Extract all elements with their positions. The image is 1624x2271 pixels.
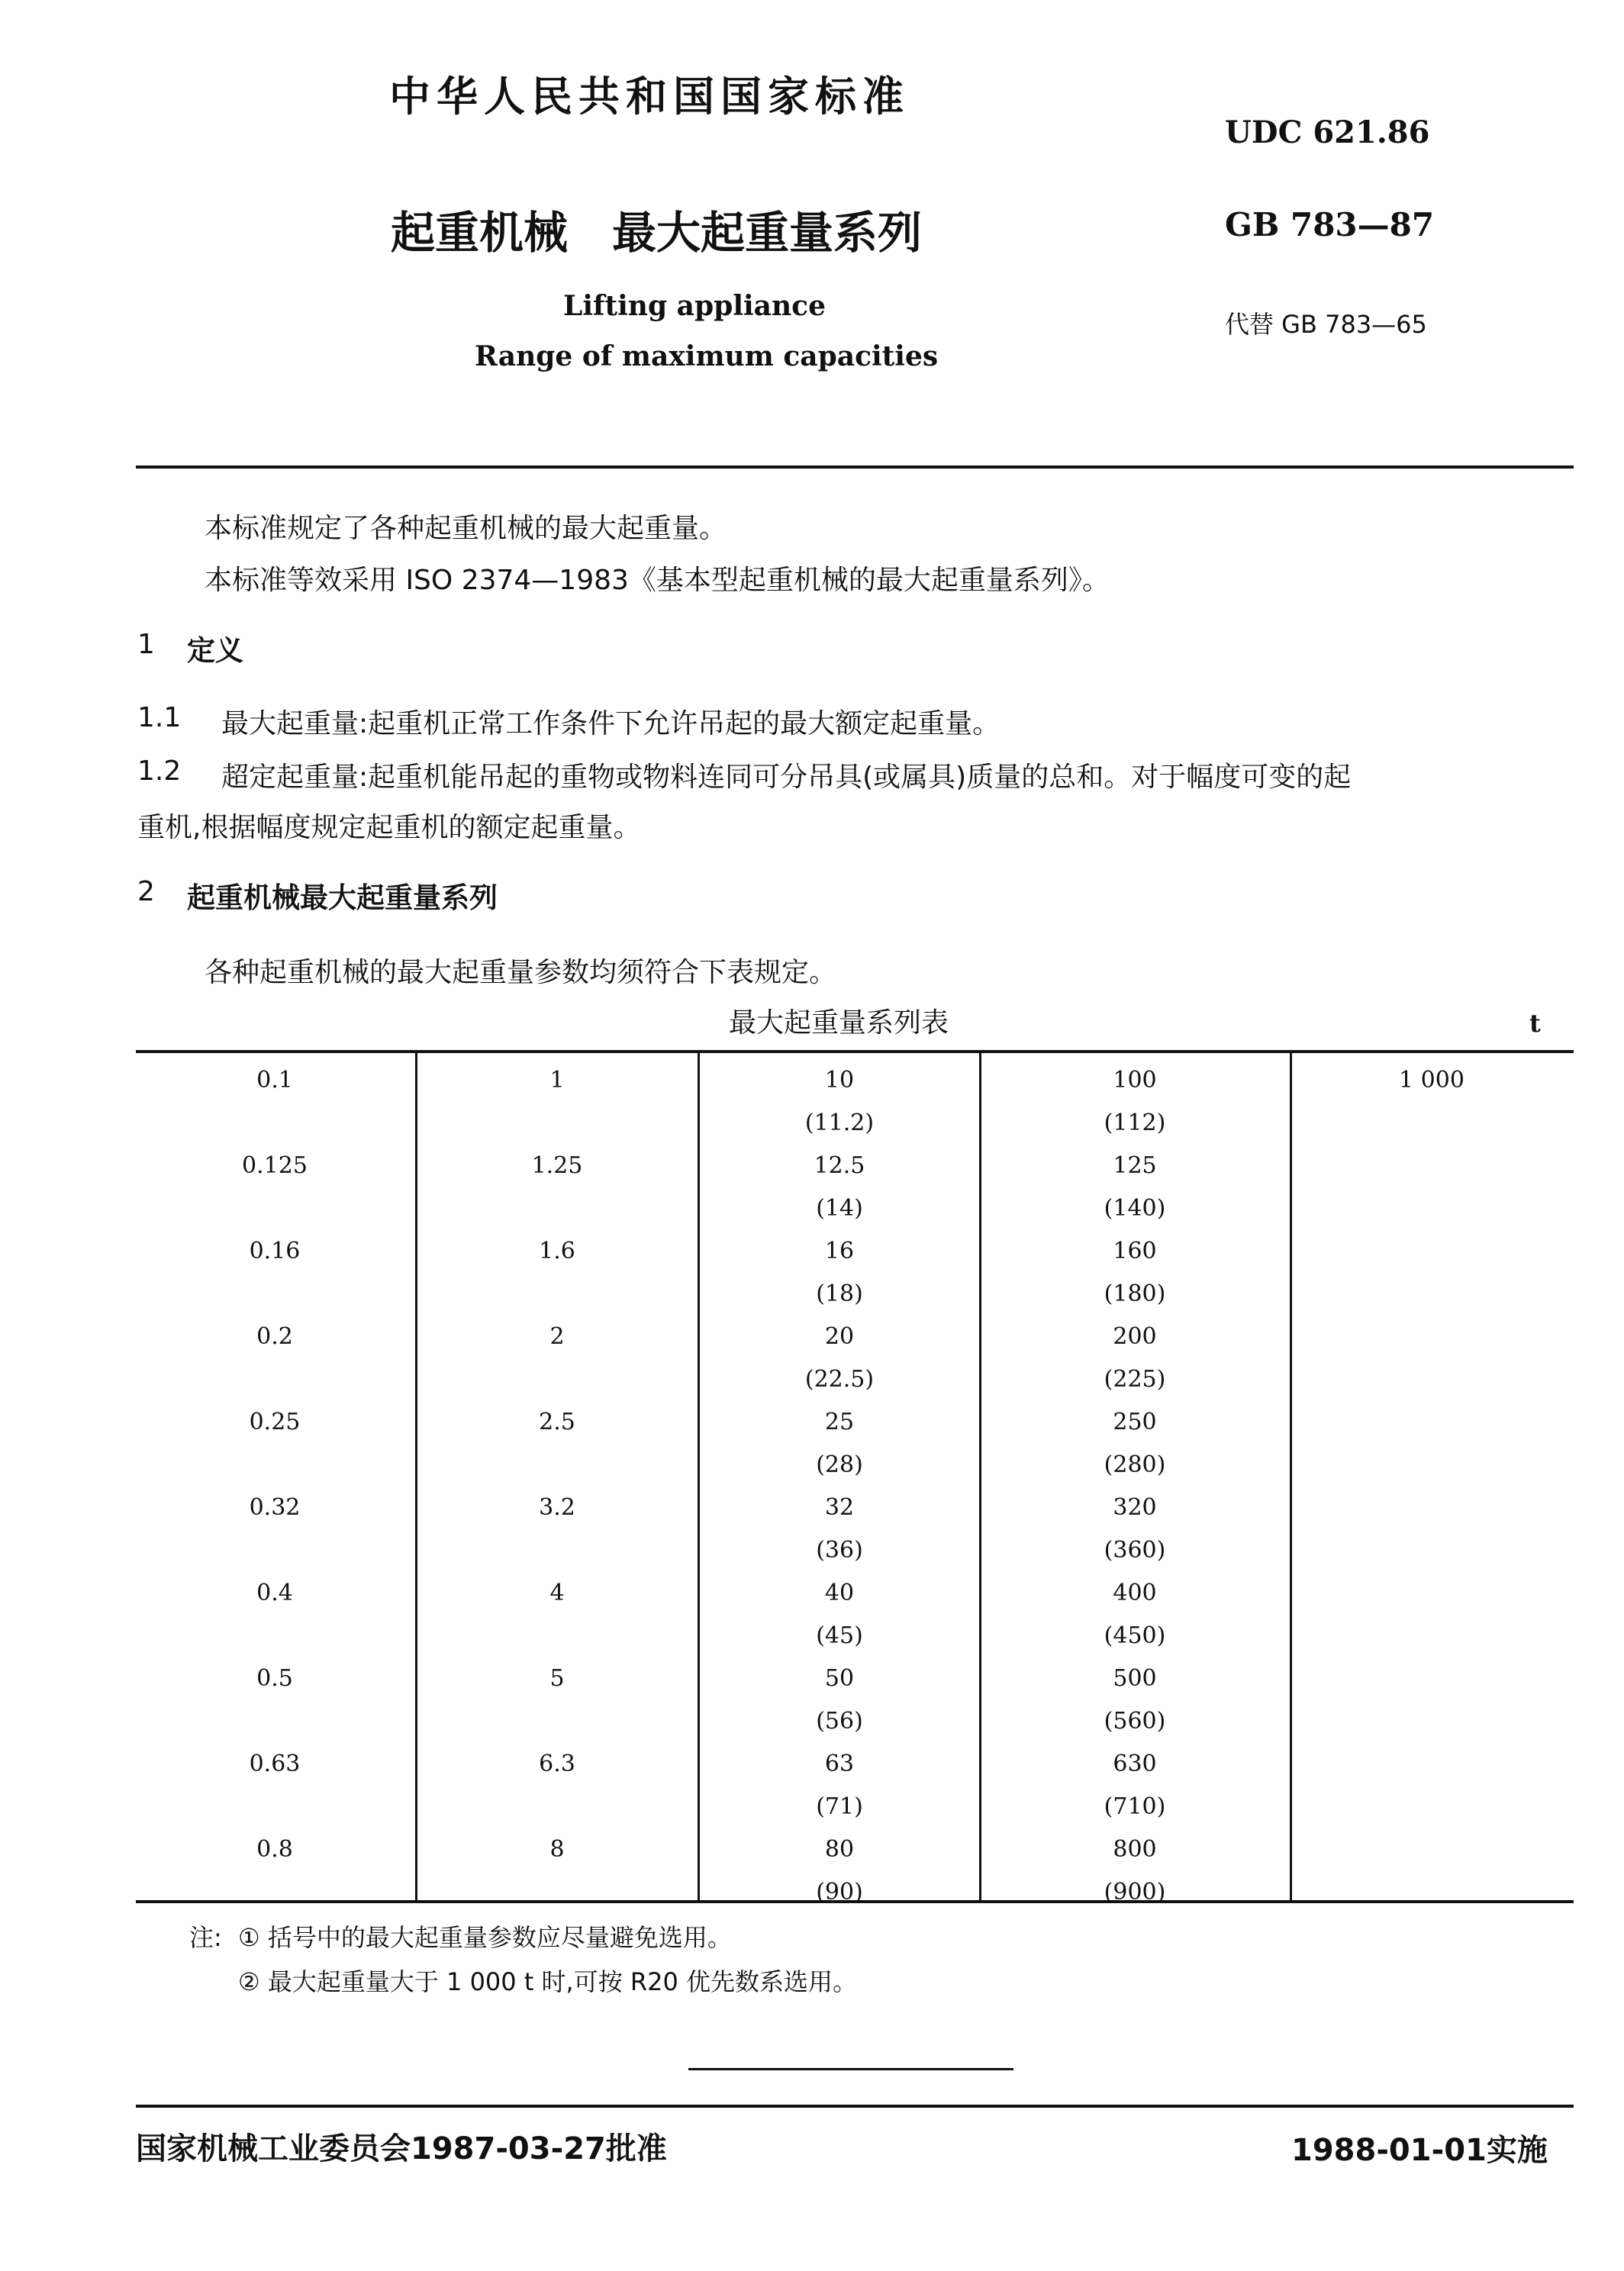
table-cell: 400 [1113,1580,1157,1606]
table-cell: (90) [816,1879,863,1905]
table-cell: 8 [549,1836,565,1863]
table-cell: 4 [549,1580,565,1606]
effective-date: 1988-01-01实施 [1291,2133,1548,2168]
intro-paragraph-1: 本标准规定了各种起重机械的最大起重量。 [205,513,727,544]
table-cell: 3.2 [539,1494,575,1521]
table-cell: 32 [824,1494,855,1521]
section-2-heading: 起重机械最大起重量系列 [187,881,498,914]
table-cell: (900) [1104,1879,1166,1905]
table-cell: 200 [1113,1323,1157,1350]
table-cell: 1.6 [539,1238,575,1264]
table-top-rule [136,1050,1574,1053]
item-1-2-number: 1.2 [137,755,182,787]
table-cell: (280) [1104,1451,1166,1478]
table-cell: 800 [1113,1836,1157,1863]
table-cell: (14) [816,1195,863,1222]
footer-rule [136,2105,1574,2108]
intro-paragraph-2: 本标准等效采用 ISO 2374—1983《基本型起重机械的最大起重量系列》。 [205,565,1110,596]
table-cell: 160 [1113,1238,1157,1264]
table-cell: 0.1 [256,1067,293,1094]
table-cell: (11.2) [804,1110,875,1136]
table-column-divider [979,1052,981,1902]
table-cell: 320 [1113,1494,1157,1521]
gb-number: GB 783—87 [1225,206,1435,243]
footer-short-rule [688,2068,1013,2070]
section-2-paragraph: 各种起重机械的最大起重量参数均须符合下表规定。 [205,957,837,988]
table-cell: 80 [824,1836,855,1863]
table-cell: (140) [1104,1195,1166,1222]
table-column-divider [415,1052,417,1902]
table-cell: 1 000 [1399,1067,1464,1094]
section-2-number: 2 [137,876,155,907]
table-cell: 0.5 [256,1665,293,1692]
udc-code: UDC 621.86 [1225,114,1430,150]
table-cell: 1 [549,1067,565,1094]
item-1-1-number: 1.1 [137,702,182,733]
table-cell: (360) [1104,1537,1166,1564]
notes-label: 注: [189,1923,222,1952]
table-cell: 0.16 [249,1238,301,1264]
table-cell: (45) [816,1622,863,1649]
item-1-2-text-line1: 超定起重量:起重机能吊起的重物或物料连同可分吊具(或属具)质量的总和。对于幅度可变的起 [221,762,1352,793]
table-unit: t [1529,1009,1541,1038]
table-cell: 2.5 [539,1409,575,1435]
section-1-heading: 定义 [187,634,243,667]
english-title-line1: Lifting appliance [563,290,826,322]
item-1-1-text: 最大起重量:起重机正常工作条件下允许吊起的最大额定起重量。 [221,708,1000,739]
table-cell: 0.8 [256,1836,293,1863]
table-caption: 最大起重量系列表 [729,1007,949,1039]
english-title-line2: Range of maximum capacities [475,340,939,372]
document-title: 起重机械 最大起重量系列 [391,207,923,259]
table-cell: 0.25 [249,1409,301,1435]
table-cell: 0.125 [242,1152,308,1179]
table-cell: 1.25 [531,1152,583,1179]
table-column-divider [1290,1052,1292,1902]
table-cell: 0.63 [249,1751,301,1777]
table-cell: 63 [824,1751,855,1777]
item-1-2-text-line2: 重机,根据幅度规定起重机的额定起重量。 [137,812,641,843]
table-cell: 0.2 [256,1323,293,1350]
table-cell: 10 [824,1067,855,1094]
table-cell: (36) [816,1537,863,1564]
table-cell: (450) [1104,1622,1166,1649]
header-rule [136,465,1574,469]
table-cell: 0.4 [256,1580,293,1606]
table-cell: (710) [1104,1793,1166,1820]
table-cell: 25 [824,1409,855,1435]
table-cell: (22.5) [804,1366,875,1393]
table-cell: (180) [1104,1280,1166,1307]
table-cell: 16 [824,1238,855,1264]
note-2: ② 最大起重量大于 1 000 t 时,可按 R20 优先数系选用。 [238,1967,858,1996]
table-cell: (71) [816,1793,863,1820]
table-cell: 0.32 [249,1494,301,1521]
table-cell: 2 [549,1323,565,1350]
table-cell: 125 [1113,1152,1157,1179]
table-column-divider [698,1052,700,1902]
national-standard-heading: 中华人民共和国国家标准 [389,72,910,121]
table-cell: 250 [1113,1409,1157,1435]
approval-line: 国家机械工业委员会1987-03-27批准 [136,2131,667,2166]
table-cell: 6.3 [539,1751,575,1777]
table-cell: 12.5 [814,1152,865,1179]
table-cell: 100 [1113,1067,1157,1094]
table-cell: 40 [824,1580,855,1606]
table-cell: (560) [1104,1708,1166,1735]
table-cell: (225) [1104,1366,1166,1393]
table-cell: 50 [824,1665,855,1692]
replaces-standard: 代替 GB 783—65 [1225,310,1427,339]
note-1: ① 括号中的最大起重量参数应尽量避免选用。 [238,1923,732,1952]
table-cell: 630 [1113,1751,1157,1777]
table-cell: 5 [549,1665,565,1692]
table-cell: (112) [1104,1110,1166,1136]
table-cell: 500 [1113,1665,1157,1692]
table-cell: (28) [816,1451,863,1478]
table-cell: (56) [816,1708,863,1735]
table-cell: (18) [816,1280,863,1307]
section-1-number: 1 [137,629,155,660]
table-cell: 20 [824,1323,855,1350]
